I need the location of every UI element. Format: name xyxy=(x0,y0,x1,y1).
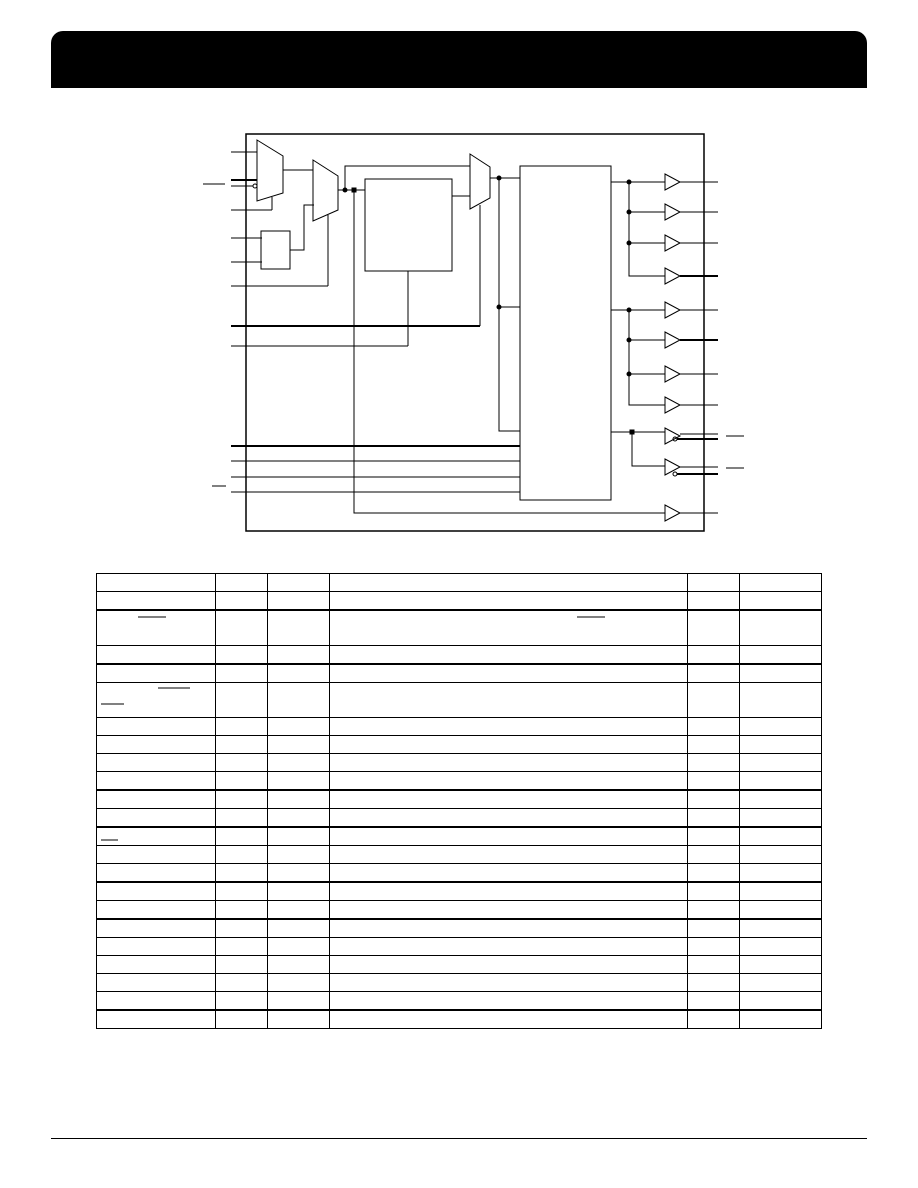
table-row xyxy=(97,754,822,772)
output-bank-2 xyxy=(611,308,665,405)
divider-block xyxy=(520,166,611,500)
table-row xyxy=(97,938,822,956)
table-row xyxy=(97,992,822,1011)
table-row xyxy=(97,718,822,736)
table-row xyxy=(97,790,822,809)
output-pins xyxy=(677,182,744,513)
table-row xyxy=(97,683,822,718)
table-row xyxy=(97,901,822,920)
pll-block xyxy=(365,179,452,271)
table-row xyxy=(97,772,822,791)
block-diagram xyxy=(0,0,918,560)
table-row xyxy=(97,646,822,665)
table-row xyxy=(97,1010,822,1029)
input-mux-2 xyxy=(313,160,338,221)
output-mux xyxy=(470,154,490,209)
table-row xyxy=(97,809,822,828)
input-mux-1 xyxy=(257,140,283,201)
table-row xyxy=(97,882,822,901)
output-bank-1 xyxy=(611,180,665,276)
table-row xyxy=(97,592,822,611)
table-row xyxy=(97,610,822,646)
table-row xyxy=(97,664,822,683)
footer-rule xyxy=(51,1138,867,1139)
table-row xyxy=(97,846,822,864)
input-pins xyxy=(203,152,520,492)
table-row xyxy=(97,864,822,883)
pin-description-table xyxy=(96,573,822,1029)
table-row xyxy=(97,919,822,938)
table-row xyxy=(97,974,822,992)
table-row xyxy=(97,956,822,974)
diagram-frame xyxy=(246,134,704,531)
table-row xyxy=(97,827,822,846)
output-buffers xyxy=(665,174,680,521)
output-bank-3 xyxy=(611,430,665,466)
table-row xyxy=(97,736,822,754)
small-block xyxy=(261,231,290,269)
table-header-row xyxy=(97,574,822,592)
